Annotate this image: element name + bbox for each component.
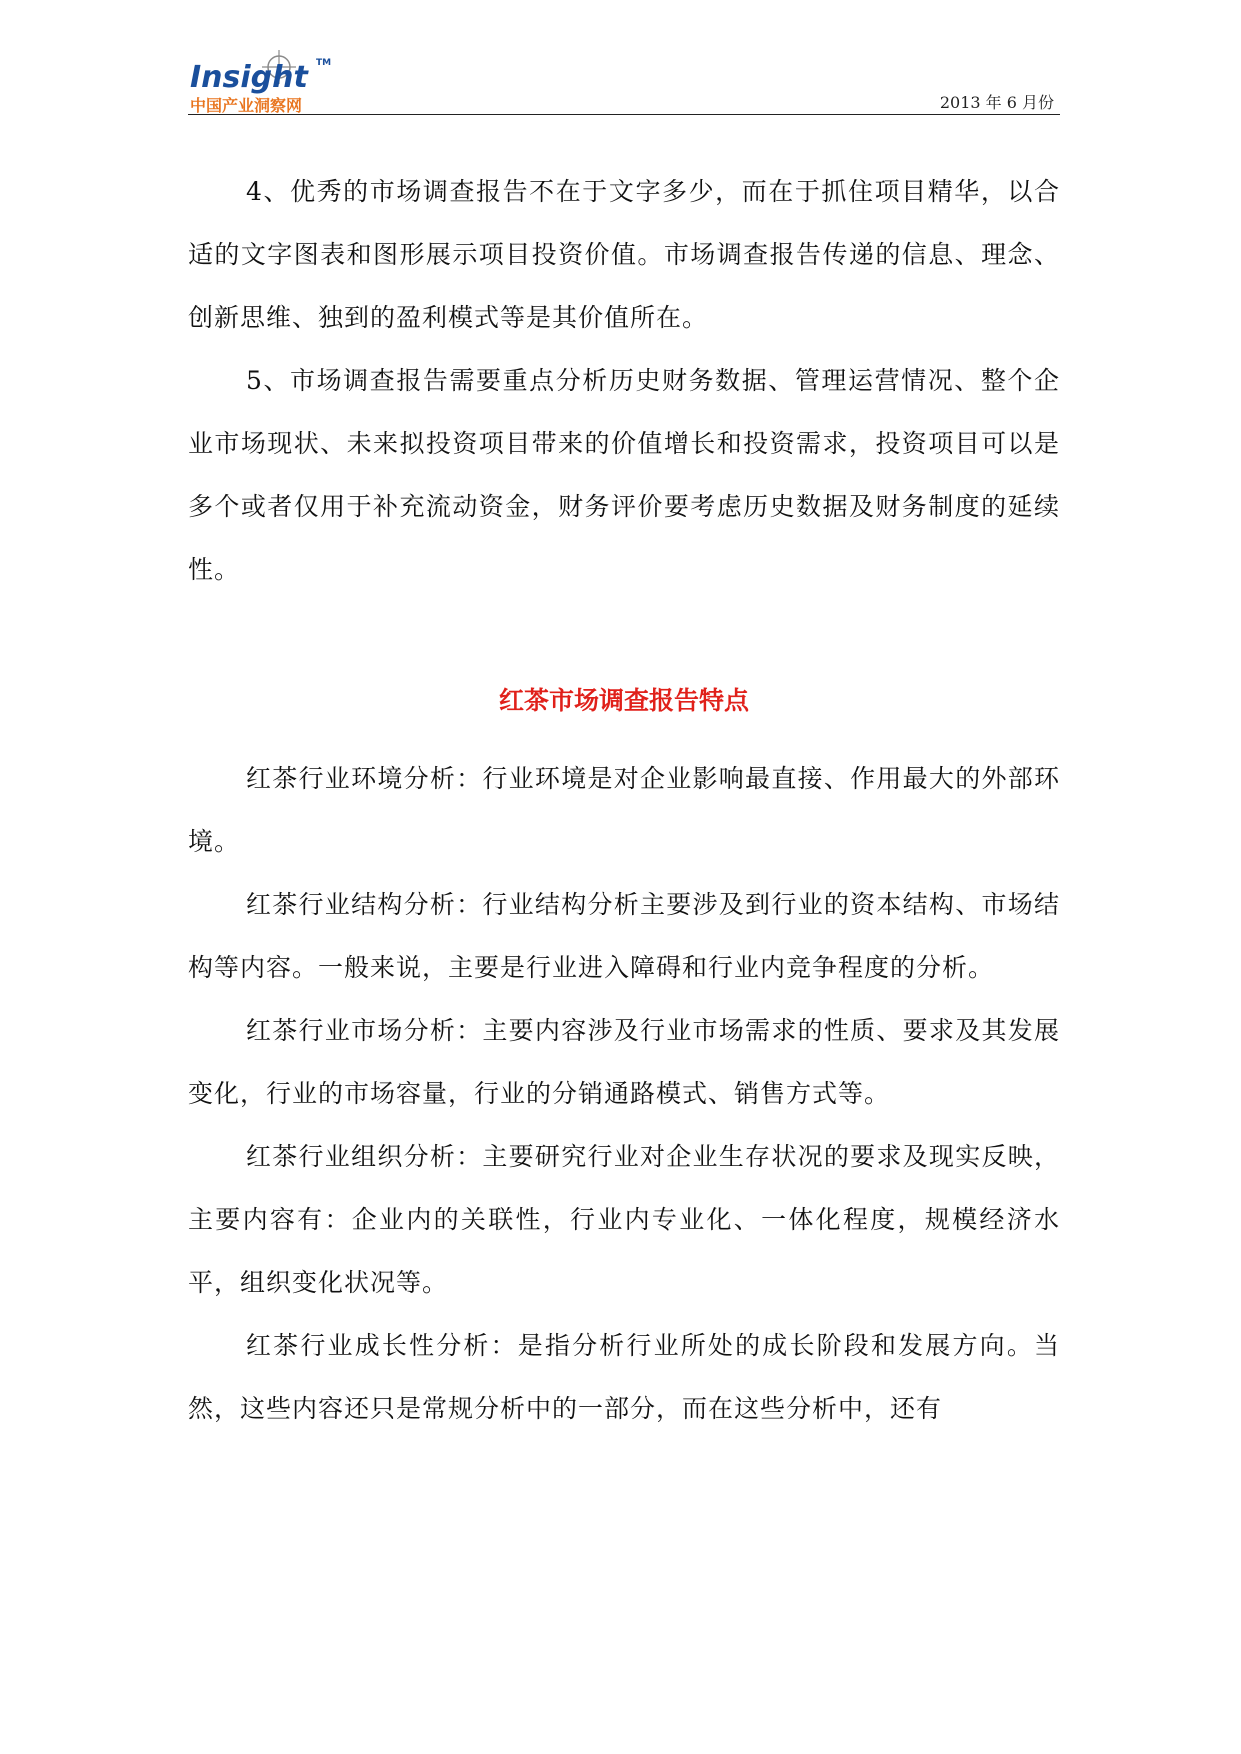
header-date: 2013 年 6 月份 — [939, 93, 1054, 112]
insight-logo — [188, 40, 348, 116]
paragraph: 红茶行业组织分析：主要研究行业对企业生存状况的要求及现实反映，主要内容有：企业内的关联性，行业内专业化、一体化程度，规模经济水平，组织变化状况等。 — [188, 1142, 1060, 1297]
logo-trademark: TM — [316, 58, 332, 68]
paragraph: 红茶行业环境分析：行业环境是对企业影响最直接、作用最大的外部环境。 — [188, 764, 1060, 856]
header-divider — [188, 114, 1060, 115]
logo-wordmark: Insight — [190, 60, 308, 95]
paragraph: 红茶行业市场分析：主要内容涉及行业市场需求的性质、要求及其发展变化，行业的市场容量，行业的分销通路模式、销售方式等。 — [188, 1016, 1060, 1108]
section-heading: 红茶市场调查报告特点 — [498, 686, 749, 715]
logo-subtitle: 中国产业洞察网 — [190, 96, 303, 115]
paragraph: 5、市场调查报告需要重点分析历史财务数据、管理运营情况、整个企业市场现状、未来拟投资项目带来的价值增长和投资需求，投资项目可以是多个或者仅用于补充流动资金，财务评价要考虑历史数据及财务制度的延续性。 — [188, 366, 1060, 584]
document-body — [188, 160, 1060, 1440]
paragraph: 红茶行业结构分析：行业结构分析主要涉及到行业的资本结构、市场结构等内容。一般来说，主要是行业进入障碍和行业内竞争程度的分析。 — [188, 890, 1060, 982]
page-header — [188, 40, 1060, 116]
paragraph: 4、优秀的市场调查报告不在于文字多少，而在于抓住项目精华，以合适的文字图表和图形展示项目投资价值。市场调查报告传递的信息、理念、创新思维、独到的盈利模式等是其价值所在。 — [188, 177, 1060, 332]
paragraph: 红茶行业成长性分析：是指分析行业所处的成长阶段和发展方向。当然，这些内容还只是常规分析中的一部分，而在这些分析中，还有 — [188, 1331, 1060, 1423]
